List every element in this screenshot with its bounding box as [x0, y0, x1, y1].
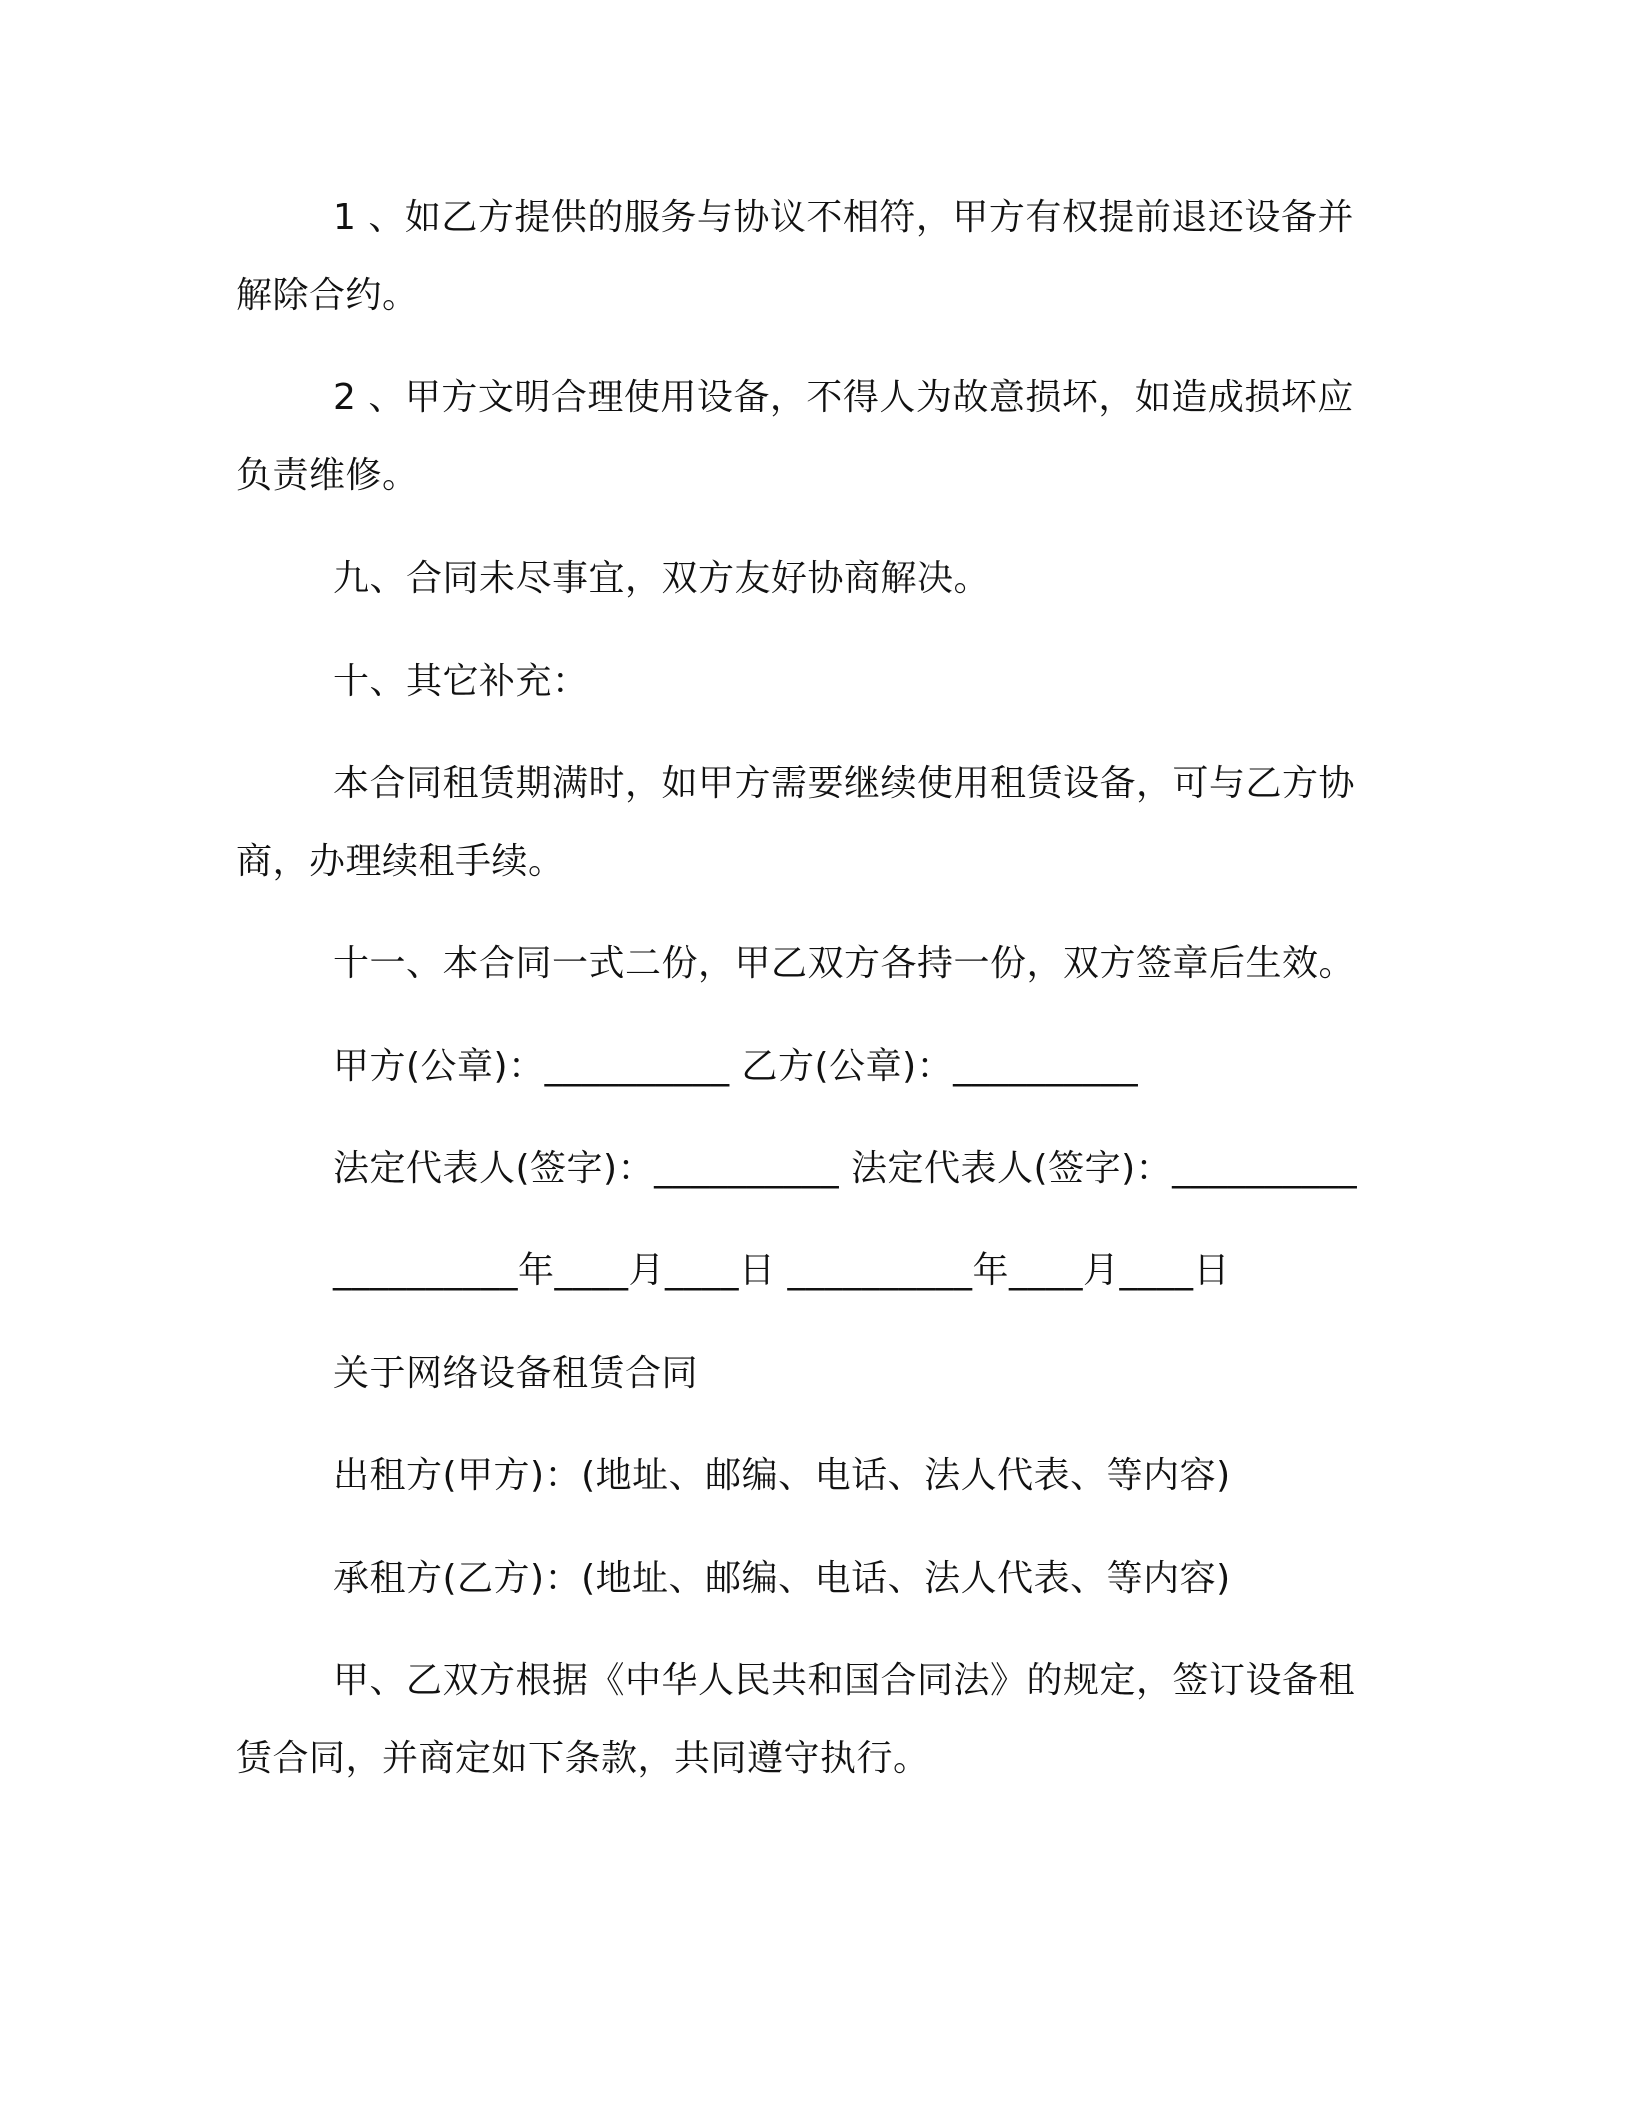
date-signature-line: __________年____月____日 __________年____月____日 [333, 1250, 1230, 1291]
clause-1-line-1: 1 、如乙方提供的服务与协议不相符，甲方有权提前退还设备并 [333, 197, 1354, 238]
supplement-line-1: 本合同租赁期满时，如甲方需要继续使用租赁设备，可与乙方协 [333, 763, 1356, 804]
clause-nine: 九、合同未尽事宜，双方友好协商解决。 [333, 558, 991, 599]
lessee-info: 承租方(乙方)：(地址、邮编、电话、法人代表、等内容) [333, 1558, 1231, 1599]
agreement-intro-line-2: 赁合同，并商定如下条款，共同遵守执行。 [236, 1738, 930, 1779]
clause-2-line-1: 2 、甲方文明合理使用设备，不得人为故意损坏，如造成损坏应 [333, 377, 1354, 418]
agreement-intro-line-1: 甲、乙双方根据《中华人民共和国合同法》的规定，签订设备租 [333, 1660, 1356, 1701]
clause-1-line-2: 解除合约。 [236, 275, 419, 316]
supplement-line-2: 商，办理续租手续。 [236, 841, 565, 882]
representative-signature-line: 法定代表人(签字)：__________ 法定代表人(签字)：__________ [333, 1148, 1358, 1189]
clause-ten-heading: 十、其它补充： [333, 661, 589, 702]
contract-title: 关于网络设备租赁合同 [333, 1353, 699, 1394]
seal-signature-line: 甲方(公章)：__________ 乙方(公章)：__________ [333, 1046, 1139, 1087]
lessor-info: 出租方(甲方)：(地址、邮编、电话、法人代表、等内容) [333, 1455, 1231, 1496]
clause-2-line-2: 负责维修。 [236, 455, 419, 496]
clause-eleven: 十一、本合同一式二份，甲乙双方各持一份，双方签章后生效。 [333, 943, 1356, 984]
